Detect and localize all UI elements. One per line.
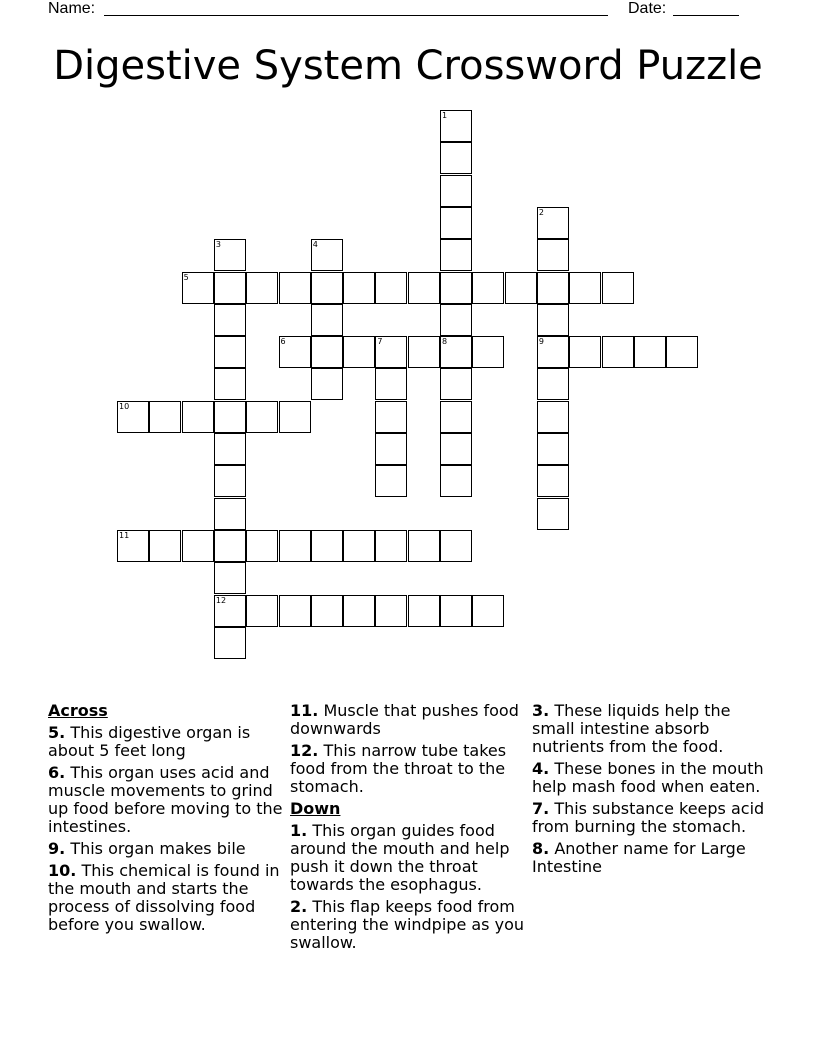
- grid-cell[interactable]: [343, 530, 375, 562]
- clue-number-label: 7: [377, 337, 383, 347]
- grid-cell[interactable]: [279, 272, 311, 304]
- grid-cell[interactable]: [214, 465, 246, 497]
- grid-cell[interactable]: [182, 272, 214, 304]
- grid-cell[interactable]: [472, 272, 504, 304]
- page-title: Digestive System Crossword Puzzle: [53, 43, 763, 89]
- clue-down-8: 8. Another name for Large Intestine: [532, 839, 746, 876]
- grid-cell[interactable]: [537, 207, 569, 239]
- clue-across-11: 11. Muscle that pushes food downwards: [290, 701, 519, 738]
- clue-number-label: 11: [119, 530, 130, 540]
- grid-cell[interactable]: [279, 336, 311, 368]
- grid-cell[interactable]: [537, 433, 569, 465]
- clue-across-6: 6. This organ uses acid and muscle movements to grind up food before moving to the intestines.: [48, 763, 283, 836]
- date-label: Date:: [628, 0, 667, 17]
- grid-cell[interactable]: [149, 530, 181, 562]
- grid-cell[interactable]: [214, 239, 246, 271]
- grid-cell[interactable]: [634, 336, 666, 368]
- grid-cell[interactable]: [246, 530, 278, 562]
- clue-down-1: 1. This organ guides food around the mouth and help push it down the throat towards the esophagus.: [290, 821, 510, 894]
- grid-cell[interactable]: [440, 142, 472, 174]
- grid-cell[interactable]: [311, 239, 343, 271]
- grid-cell[interactable]: [311, 304, 343, 336]
- clues-column-1: [48, 702, 284, 938]
- grid-cell[interactable]: [117, 530, 149, 562]
- clue-number-label: 8: [442, 337, 448, 347]
- clue-down-2: 2. This flap keeps food from entering the windpipe as you swallow.: [290, 897, 524, 952]
- grid-cell[interactable]: [537, 272, 569, 304]
- clues-column-2: [290, 702, 526, 956]
- grid-cell[interactable]: [214, 530, 246, 562]
- grid-cell[interactable]: [311, 368, 343, 400]
- grid-cell[interactable]: [214, 498, 246, 530]
- clues-column-3: [532, 702, 768, 880]
- grid-cell[interactable]: [246, 401, 278, 433]
- grid-cell[interactable]: [279, 401, 311, 433]
- grid-cell[interactable]: [343, 595, 375, 627]
- grid-cell[interactable]: [440, 433, 472, 465]
- grid-cell[interactable]: [246, 595, 278, 627]
- grid-cell[interactable]: [408, 336, 440, 368]
- grid-cell[interactable]: [343, 336, 375, 368]
- grid-cell[interactable]: [472, 595, 504, 627]
- grid-cell[interactable]: [440, 530, 472, 562]
- grid-cell[interactable]: [472, 336, 504, 368]
- grid-cell[interactable]: [279, 530, 311, 562]
- grid-cell[interactable]: [408, 272, 440, 304]
- grid-cell[interactable]: [440, 368, 472, 400]
- grid-cell[interactable]: [569, 336, 601, 368]
- grid-cell[interactable]: [375, 336, 407, 368]
- grid-cell[interactable]: [440, 401, 472, 433]
- grid-cell[interactable]: [375, 530, 407, 562]
- grid-cell[interactable]: [440, 272, 472, 304]
- grid-cell[interactable]: [537, 368, 569, 400]
- grid-cell[interactable]: [311, 336, 343, 368]
- name-label: Name:: [48, 0, 96, 17]
- clue-number-label: 9: [538, 337, 544, 347]
- grid-cell[interactable]: [279, 595, 311, 627]
- grid-cell[interactable]: [375, 595, 407, 627]
- grid-cell[interactable]: [375, 272, 407, 304]
- clue-down-3: 3. These liquids help the small intestine absorb nutrients from the food.: [532, 701, 731, 756]
- clue-across-5: 5. This digestive organ is about 5 feet long: [48, 723, 251, 760]
- grid-cell[interactable]: [537, 465, 569, 497]
- grid-cell[interactable]: [505, 272, 537, 304]
- grid-cell[interactable]: [214, 368, 246, 400]
- grid-cell[interactable]: [214, 595, 246, 627]
- grid-cell[interactable]: [214, 401, 246, 433]
- grid-cell[interactable]: [375, 465, 407, 497]
- clue-number-label: 10: [119, 401, 130, 411]
- grid-cell[interactable]: [602, 336, 634, 368]
- grid-cell[interactable]: [569, 272, 601, 304]
- grid-cell[interactable]: [214, 627, 246, 659]
- clue-down-4: 4. These bones in the mouth help mash food when eaten.: [532, 759, 764, 796]
- grid-cell[interactable]: [246, 272, 278, 304]
- grid-cell[interactable]: [311, 272, 343, 304]
- clue-number-label: 4: [312, 240, 318, 250]
- grid-cell[interactable]: [440, 239, 472, 271]
- grid-cell[interactable]: [214, 433, 246, 465]
- grid-cell[interactable]: [537, 401, 569, 433]
- grid-cell[interactable]: [182, 530, 214, 562]
- clue-across-10: 10. This chemical is found in the mouth and starts the process of dissolving food before you swallow.: [48, 861, 280, 934]
- grid-cell[interactable]: [214, 336, 246, 368]
- grid-cell[interactable]: [182, 401, 214, 433]
- grid-cell[interactable]: [537, 336, 569, 368]
- grid-cell[interactable]: [311, 530, 343, 562]
- grid-cell[interactable]: [408, 530, 440, 562]
- clue-number-label: 2: [538, 207, 544, 217]
- grid-cell[interactable]: [214, 272, 246, 304]
- across-heading: Across: [48, 701, 108, 720]
- clue-number-label: 5: [183, 272, 189, 282]
- grid-cell[interactable]: [149, 401, 181, 433]
- grid-cell[interactable]: [375, 401, 407, 433]
- clue-number-label: 1: [442, 111, 448, 120]
- grid-cell[interactable]: [214, 304, 246, 336]
- grid-cell[interactable]: [440, 595, 472, 627]
- grid-cell[interactable]: [343, 272, 375, 304]
- grid-cell[interactable]: [537, 304, 569, 336]
- grid-cell[interactable]: [602, 272, 634, 304]
- clue-number-label: 6: [280, 337, 286, 347]
- down-heading: Down: [290, 799, 341, 818]
- grid-cell[interactable]: [440, 110, 472, 142]
- grid-cell[interactable]: [440, 336, 472, 368]
- grid-cell[interactable]: [440, 207, 472, 239]
- grid-cell[interactable]: [440, 175, 472, 207]
- clue-across-12: 12. This narrow tube takes food from the throat to the stomach.: [290, 741, 507, 796]
- grid-cell[interactable]: [537, 498, 569, 530]
- grid-cell[interactable]: [375, 433, 407, 465]
- grid-cell[interactable]: [214, 562, 246, 594]
- grid-cell[interactable]: [440, 304, 472, 336]
- grid-cell[interactable]: [666, 336, 698, 368]
- grid-cell[interactable]: [117, 401, 149, 433]
- clue-number-label: 3: [215, 240, 221, 250]
- grid-cell[interactable]: [311, 595, 343, 627]
- clue-across-9: 9. This organ makes bile: [48, 839, 246, 858]
- grid-cell[interactable]: [408, 595, 440, 627]
- grid-cell[interactable]: [440, 465, 472, 497]
- clue-number-label: 12: [215, 595, 227, 605]
- clue-down-7: 7. This substance keeps acid from burning the stomach.: [532, 799, 765, 836]
- grid-cell[interactable]: [537, 239, 569, 271]
- grid-cell[interactable]: [375, 368, 407, 400]
